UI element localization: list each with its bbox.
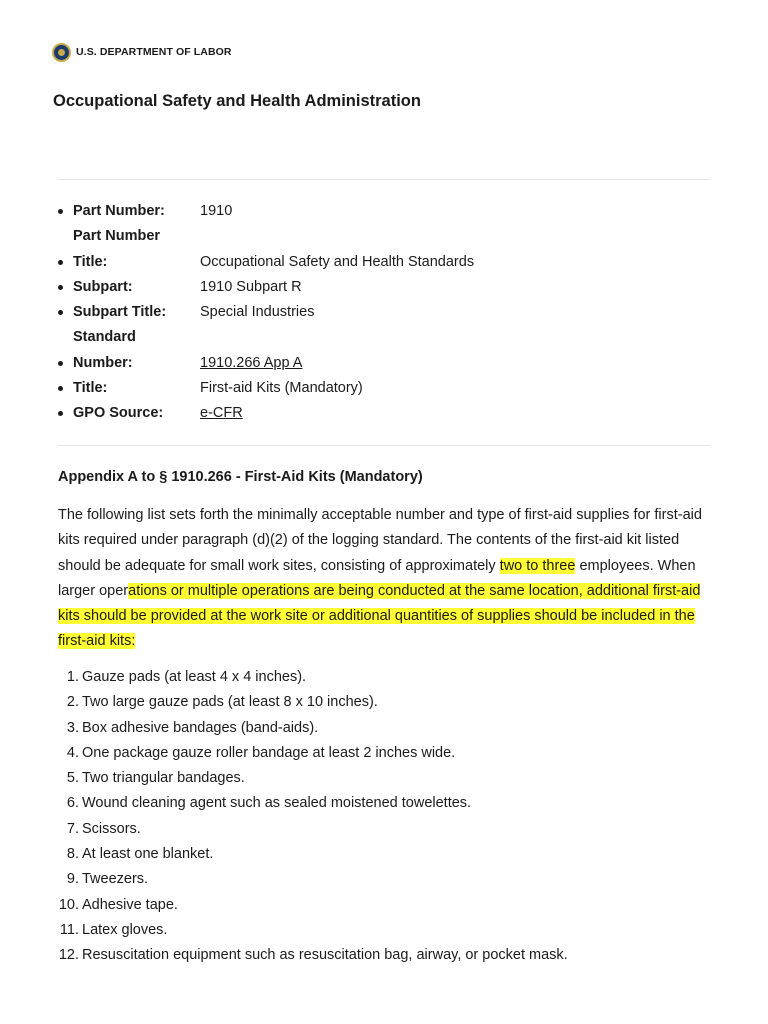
- list-text: Resuscitation equipment such as resuscitation bag, airway, or pocket mask.: [82, 947, 568, 964]
- list-text: Two large gauze pads (at least 8 x 10 inches).: [82, 694, 378, 711]
- detail-value: 1910 Subpart R: [200, 278, 302, 295]
- detail-label: Part Number: [73, 228, 161, 245]
- list-number: 4.: [66, 744, 79, 761]
- list-item: [58, 690, 568, 715]
- list-number: 12.: [58, 947, 79, 964]
- bullet-icon: [58, 209, 63, 214]
- list-number: 7.: [66, 820, 79, 837]
- intro-text: The following list sets forth the minimally acceptable number and type of first-aid supplies for first-aid kits required under paragraph (d)(2) of the logging standard. The contents of the first-aid kit listed should be adequate for small work sites, consisting of approximately: [58, 507, 702, 574]
- detail-label: Title:: [73, 380, 108, 397]
- list-item: [58, 943, 568, 968]
- detail-label: Subpart Title:: [73, 304, 167, 321]
- list-text: Scissors.: [82, 820, 141, 837]
- agency-name[interactable]: U.S. DEPARTMENT OF LABOR: [76, 46, 232, 58]
- list-number: 9.: [66, 871, 79, 888]
- list-text: Two triangular bandages.: [82, 770, 245, 787]
- detail-value: Special Industries: [200, 304, 315, 321]
- bullet-icon: [58, 361, 63, 366]
- detail-row: [58, 351, 718, 376]
- dol-seal-icon: [52, 43, 71, 62]
- list-item: [58, 867, 568, 892]
- intro-text: employees. When larger oper: [58, 557, 696, 599]
- appendix-title: Appendix A to § 1910.266 - First-Aid Kits (Mandatory): [58, 469, 423, 485]
- list-item: [58, 842, 568, 867]
- detail-label: GPO Source:: [73, 405, 164, 422]
- detail-value: First-aid Kits (Mandatory): [200, 380, 363, 397]
- list-text: Tweezers.: [82, 871, 149, 888]
- list-text: At least one blanket.: [82, 846, 214, 863]
- detail-row: [58, 250, 718, 275]
- list-text: Gauze pads (at least 4 x 4 inches).: [82, 669, 307, 685]
- list-item: [58, 766, 568, 791]
- first-aid-supplies-list: [58, 665, 568, 969]
- detail-row: [58, 275, 718, 300]
- list-number: 8.: [66, 846, 79, 863]
- bullet-icon: [58, 260, 63, 265]
- list-item: [58, 665, 568, 690]
- list-number: 6.: [66, 795, 79, 812]
- detail-label: Number:: [73, 354, 133, 371]
- list-item: [58, 716, 568, 741]
- detail-row: [58, 401, 718, 426]
- detail-row: [58, 199, 718, 224]
- highlight: ations or multiple operations are being conducted at the same location, additional first-aid kits should be provided at the work site or additional quantities of supplies should be included in the first-aid kits:: [58, 582, 701, 650]
- bullet-icon: [58, 386, 63, 391]
- detail-row: [58, 325, 718, 350]
- detail-label: Subpart:: [73, 278, 133, 295]
- list-text: Latex gloves.: [82, 921, 168, 938]
- list-number: 11.: [59, 921, 79, 938]
- detail-row: [58, 376, 718, 401]
- detail-label: Title:: [73, 253, 108, 270]
- detail-value: 1910: [200, 203, 233, 219]
- list-text: Adhesive tape.: [82, 896, 178, 913]
- list-number: 2.: [66, 694, 79, 711]
- detail-label: Standard: [73, 329, 136, 346]
- appendix-intro: [58, 503, 718, 655]
- list-text: One package gauze roller bandage at least 2 inches wide.: [82, 744, 456, 761]
- list-item: [58, 817, 568, 842]
- divider: [58, 179, 710, 180]
- detail-row: [58, 300, 718, 325]
- list-number: 10.: [58, 896, 79, 913]
- agency-banner[interactable]: [52, 42, 232, 62]
- regulation-details: [58, 199, 718, 427]
- detail-link[interactable]: 1910.266 App A: [200, 354, 303, 371]
- list-item: [58, 791, 568, 816]
- list-text: Wound cleaning agent such as sealed moistened towelettes.: [82, 795, 472, 812]
- list-item: [58, 918, 568, 943]
- list-number: 1.: [66, 669, 79, 685]
- list-item: [58, 893, 568, 918]
- detail-row: [58, 224, 718, 249]
- bullet-icon: [58, 411, 63, 416]
- list-number: 3.: [66, 719, 79, 736]
- list-number: 5.: [66, 770, 79, 787]
- bullet-icon: [58, 310, 63, 315]
- detail-label: Part Number:: [73, 203, 165, 219]
- site-title[interactable]: Occupational Safety and Health Administration: [53, 92, 421, 110]
- detail-value: Occupational Safety and Health Standards: [200, 253, 475, 270]
- list-text: Box adhesive bandages (band-aids).: [82, 719, 319, 736]
- bullet-icon: [58, 285, 63, 290]
- divider: [58, 445, 710, 446]
- detail-link[interactable]: e-CFR: [200, 405, 243, 422]
- list-item: [58, 741, 568, 766]
- highlight: two to three: [499, 557, 576, 574]
